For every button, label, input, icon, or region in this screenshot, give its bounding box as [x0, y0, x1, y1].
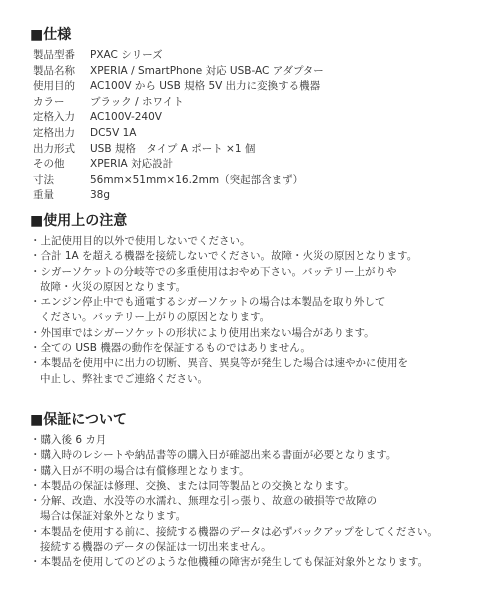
spec-key: その他	[33, 158, 65, 171]
caution-item	[30, 249, 480, 264]
spec-value: USB 規格 タイプ A ポート ×1 個	[90, 142, 256, 155]
warranty-item-text: ・本製品を使用してのどのような他機種の障害が発生しても保証対象外となります。	[30, 556, 429, 569]
spec-row-model	[30, 48, 480, 64]
warranty-item-text: ・購入日が不明の場合は有償修理となります。	[30, 464, 250, 477]
spec-value: DC5V 1A	[90, 126, 137, 139]
warranty-item	[30, 464, 480, 479]
spec-row-other	[30, 157, 480, 173]
caution-item-text: ・本製品を使用中に出力の切断、異音、異臭等が発生した場合は速やかに使用を	[30, 357, 408, 370]
warranty-item	[30, 448, 480, 463]
spec-key: 出力形式	[33, 142, 75, 155]
caution-item	[30, 295, 480, 326]
spec-value: AC100V から USB 規格 5V 出力に変換する機器	[90, 80, 321, 93]
caution-item	[30, 341, 480, 356]
spec-row-name	[30, 64, 480, 80]
spec-value: ブラック / ホワイト	[90, 95, 184, 108]
spec-row-weight	[30, 188, 480, 204]
spec-row-output-type	[30, 142, 480, 158]
caution-item-continuation: ください。バッテリー上がりの原因となります。	[40, 311, 271, 324]
spec-value: XPERIA 対応設計	[90, 158, 174, 171]
warranty-section	[30, 411, 480, 571]
warranty-item-text: ・本製品の保証は修理、交換、または同等製品との交換となります。	[30, 479, 355, 492]
spec-value: 56mm×51mm×16.2mm（突起部含まず）	[90, 173, 304, 186]
spec-value: 38g	[90, 189, 111, 202]
warranty-item-text: ・本製品を使用する前に、接続する機器のデータは必ずバックアップをしてください。	[30, 525, 438, 538]
spec-key: 寸法	[33, 173, 54, 186]
warranty-item-continuation: 場合は保証対象外となります。	[40, 510, 187, 523]
spec-row-output	[30, 126, 480, 142]
spec-value: XPERIA / SmartPhone 対応 USB-AC アダプター	[90, 64, 324, 77]
caution-section	[30, 212, 480, 387]
caution-item	[30, 356, 480, 387]
caution-item-text: ・シガーソケットの分岐等での多重使用はおやめ下さい。バッテリー上がりや	[30, 265, 397, 278]
spec-key: 重量	[33, 189, 54, 202]
warranty-item-text: ・購入後 6 カ月	[30, 434, 107, 446]
warranty-item	[30, 479, 480, 494]
warranty-item-text: ・分解、改造、水没等の水濡れ、無理な引っ張り、故意の破損等で故障の	[30, 495, 378, 508]
caution-item-text: ・上記使用目的以外で使用しないでください。	[30, 235, 251, 247]
warranty-heading: ■保証について	[30, 412, 127, 428]
spec-key: 定格出力	[33, 126, 75, 139]
spec-key: 製品型番	[33, 49, 75, 61]
warranty-item-text: ・購入時のレシートや納品書等の購入日が確認出来る書面が必要となります。	[30, 449, 397, 462]
warranty-item	[30, 494, 480, 525]
spec-row-input	[30, 110, 480, 126]
spec-row-color	[30, 95, 480, 111]
caution-item-continuation: 中止し、弊社までご連絡ください。	[40, 372, 208, 385]
warranty-item	[30, 525, 480, 556]
spec-key: 定格入力	[33, 111, 75, 124]
caution-item-text: ・全ての USB 機器の動作を保証するものではありません。	[30, 342, 311, 355]
spec-key: カラー	[33, 95, 65, 108]
spec-key: 使用目的	[33, 80, 75, 93]
caution-item	[30, 326, 480, 341]
spec-value: PXAC シリーズ	[90, 49, 163, 61]
caution-item-text: ・エンジン停止中でも通電するシガーソケットの場合は本製品を取り外して	[30, 296, 386, 309]
caution-item	[30, 265, 480, 296]
spec-value: AC100V-240V	[90, 111, 162, 124]
spec-row-purpose	[30, 79, 480, 95]
warranty-item-continuation: 接続する機器のデータの保証は一切出来ません。	[40, 541, 272, 554]
caution-item-text: ・外国車ではシガーソケットの形状により使用出来ない場合があります。	[30, 326, 375, 339]
spec-key: 製品名称	[33, 64, 75, 77]
caution-item-continuation: 故障・火災の原因となります。	[40, 280, 187, 293]
caution-item	[30, 234, 480, 249]
spec-section	[30, 26, 480, 204]
caution-item-text: ・合計 1A を超える機器を接続しないでください。故障・火災の原因となります。	[30, 250, 418, 263]
spec-row-dimensions	[30, 173, 480, 189]
caution-heading: ■使用上の注意	[30, 213, 128, 229]
warranty-item	[30, 433, 480, 448]
spec-heading: ■仕様	[30, 27, 72, 43]
warranty-item	[30, 555, 480, 570]
